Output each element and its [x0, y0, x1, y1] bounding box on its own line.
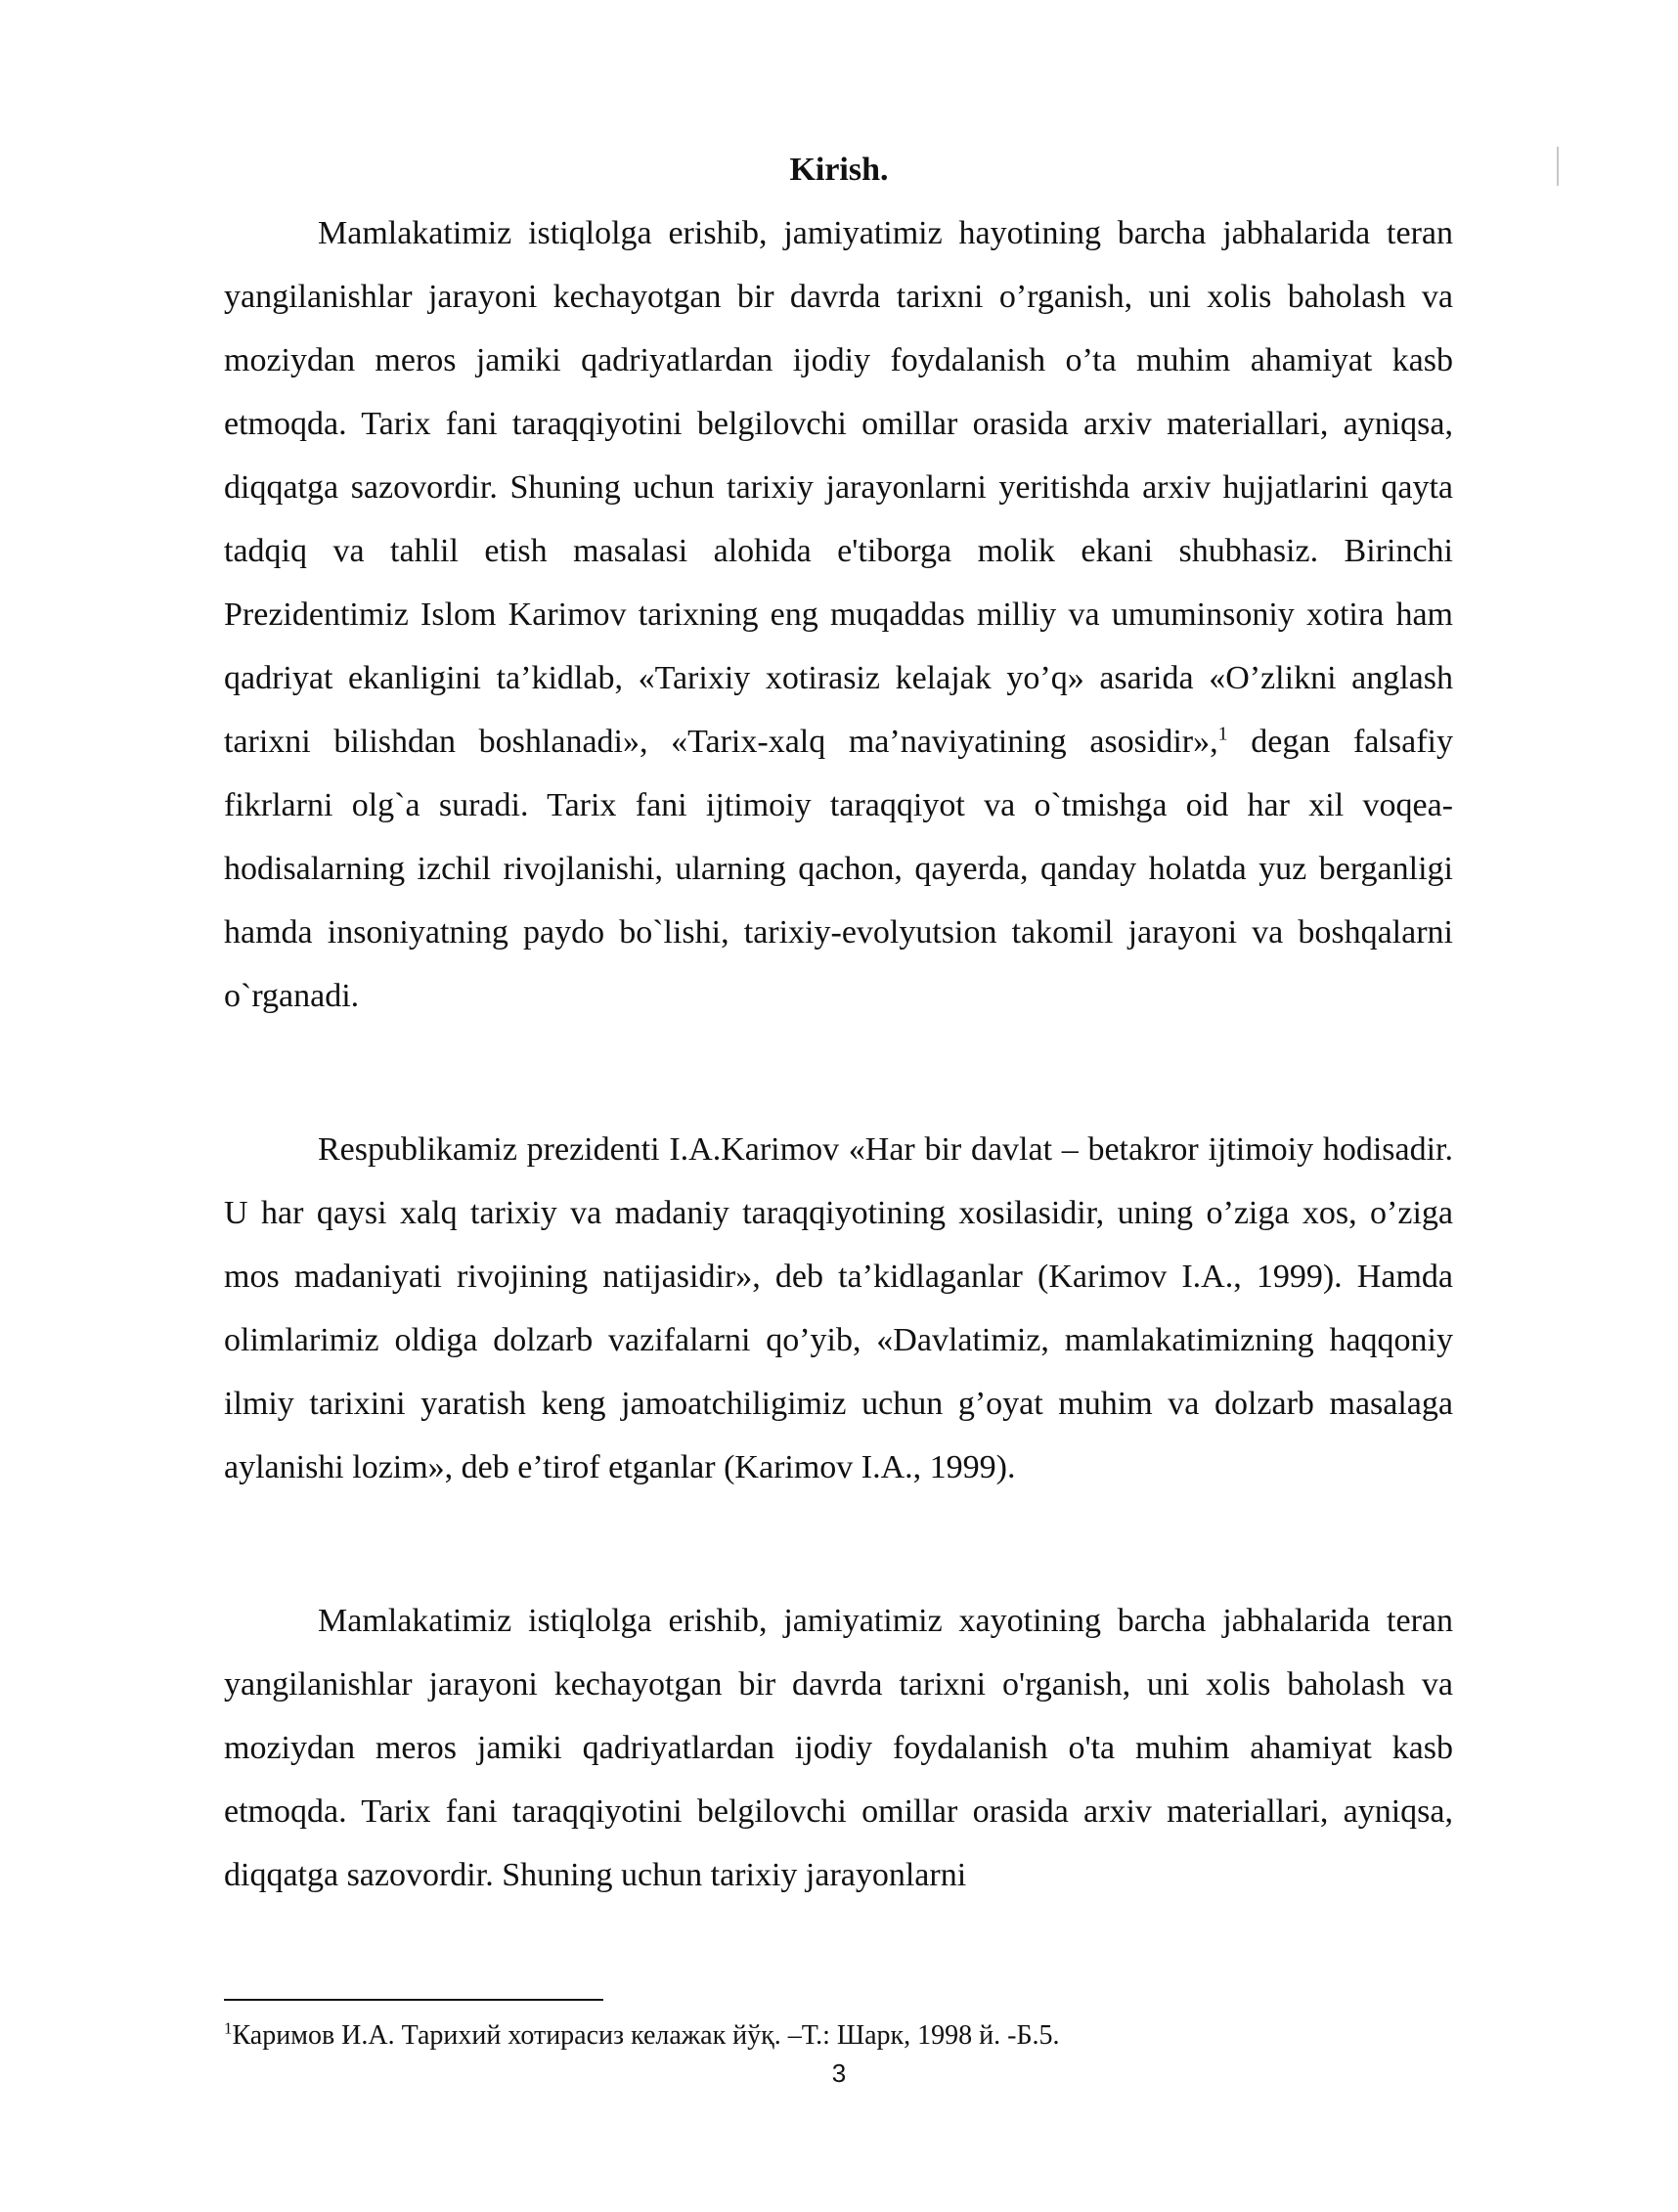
- footnote-mark: 1: [224, 2018, 233, 2038]
- paragraph-1-text-after-note: degan falsafiy fikrlarni olg`a suradi. Tarix fani ijtimoiy taraqqiyot va o`tmishga oid har xil voqea-hodisalarning izchil rivojlanishi, ularning qachon, qayerda, qanday holatda yuz berganligi hamda insoniyatning paydo bo`lishi, tarixiy-evolyutsion takomil jarayoni va boshqalarni o`rganadi.: [224, 724, 1453, 1014]
- footnote: [224, 2018, 1453, 2054]
- page-title: Kirish.: [789, 152, 889, 188]
- page-number: 3: [831, 2058, 847, 2088]
- footnote-text: Каримов И.А. Тарихий хотирасиз келажак йўқ. –Т.: Шарк, 1998 й. -Б.5.: [232, 2020, 1060, 2051]
- paragraph-2: Respublikamiz prezidenti I.A.Karimov «Har bir davlat – betakror ijtimoiy hodisadir. U har qaysi xalq tarixiy va madaniy taraqqiyotining xosilasidir, uning o’ziga xos, o’ziga mos madaniyati rivojining natijasidir», deb ta’kidlaganlar (Karimov I.A., 1999). Hamda olimlarimiz oldiga dolzarb vazifalarni qo’yib, «Davlatimiz, mamlakatimizning haqqoniy ilmiy tarixini yaratish keng jamoatchiligimiz uchun g’oyat muhim va dolzarb masalaga aylanishi lozim», deb e’tirof etganlar (Karimov I.A., 1999).: [224, 1131, 1453, 1485]
- paragraph-3: Mamlakatimiz istiqlolga erishib, jamiyatimiz xayotining barcha jabhalarida teran yangilanishlar jarayoni kechayotgan bir davrda tarixni o'rganish, uni xolis baholash va moziydan meros jamiki qadriyatlardan ijodiy foydalanish o'ta muhim ahamiyat kasb etmoqda. Tarix fani taraqqiyotini belgilovchi omillar orasida arxiv materiallari, ayniqsa, diqqatga sazovordir. Shuning uchun tarixiy jarayonlarni: [224, 1603, 1453, 1893]
- footnote-separator: [224, 1999, 603, 2001]
- footnote-reference[interactable]: 1: [1217, 723, 1228, 745]
- paragraph-1: [224, 201, 1453, 1028]
- paragraph-1-text-before-note: Mamlakatimiz istiqlolga erishib, jamiyatimiz hayotining barcha jabhalarida teran yangilanishlar jarayoni kechayotgan bir davrda tarixni o’rganish, uni xolis baholash va moziydan meros jamiki qadriyatlardan ijodiy foydalanish o’ta muhim ahamiyat kasb etmoqda. Tarix fani taraqqiyotini belgilovchi omillar orasida arxiv materiallari, ayniqsa, diqqatga sazovordir. Shuning uchun tarixiy jarayonlarni yeritishda arxiv hujjatlarini qayta tadqiq va tahlil etish masalasi alohida e'tiborga molik ekani shubhasiz. Birinchi Prezidentimiz Islom Karimov tarixning eng muqaddas milliy va umuminsoniy xotira ham qadriyat ekanligini ta’kidlab, «Tarixiy xotirasiz kelajak yo’q» asarida «O’zlikni anglash tarixni bilishdan boshlanadi», «Tarix-xalq ma’naviyatining asosidir»,: [224, 215, 1453, 760]
